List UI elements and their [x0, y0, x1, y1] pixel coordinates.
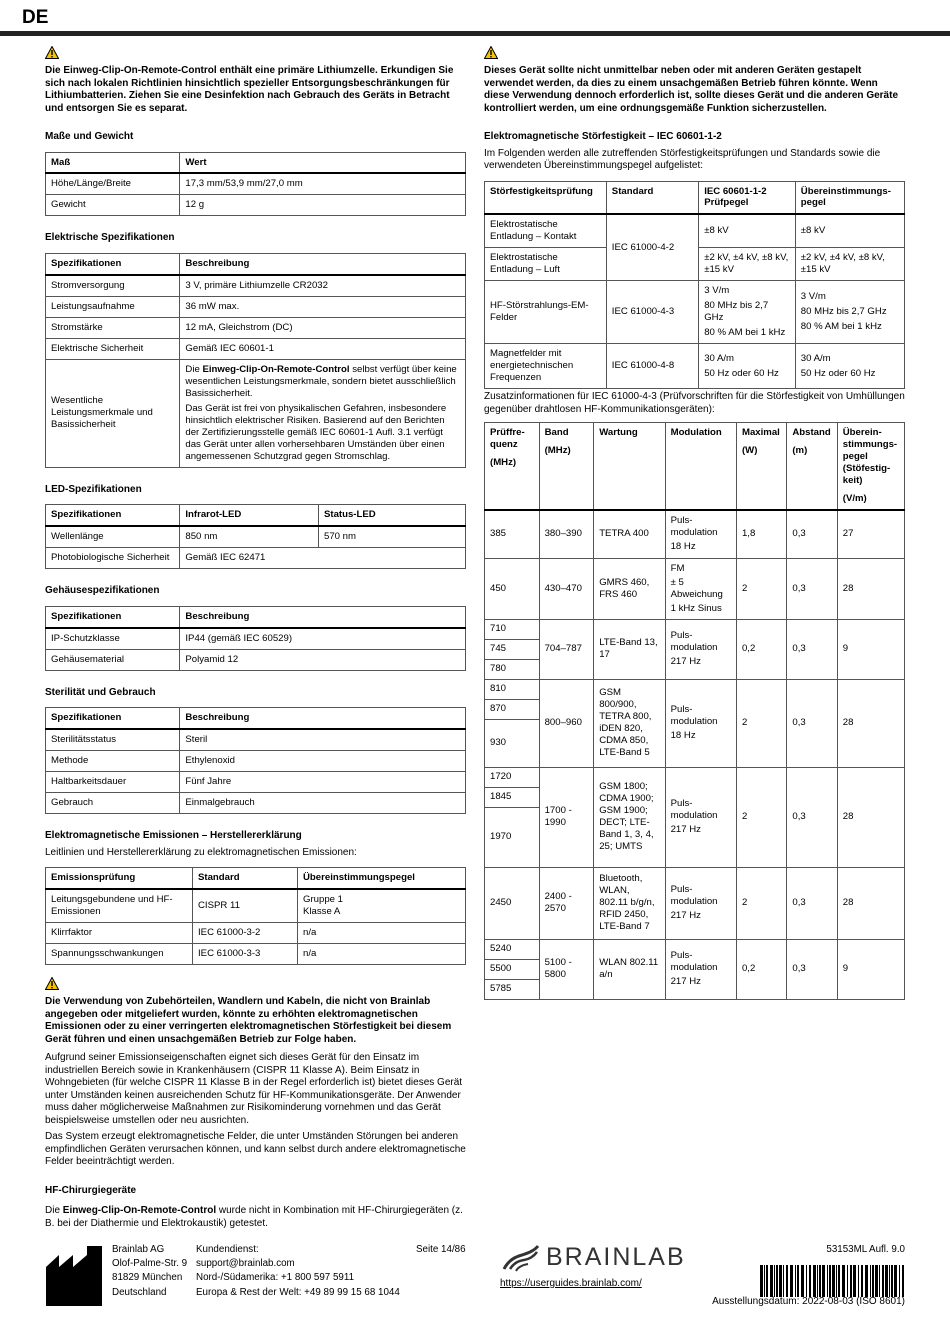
table-cell: Puls-modulation 217 Hz [665, 619, 736, 679]
table-cell: n/a [298, 923, 466, 944]
warning-icon [45, 46, 59, 59]
table-header: Beschreibung [180, 253, 466, 274]
table-cell: 0,2 [736, 939, 786, 999]
table-cell: Polyamid 12 [180, 649, 466, 670]
table-header: Spezifikationen [46, 606, 180, 627]
emissions-table [45, 867, 466, 965]
table-cell: 710 [485, 619, 540, 639]
table-cell: CISPR 11 [193, 889, 298, 922]
table-cell [180, 359, 466, 467]
paragraph: Die Einweg-Clip-On-Remote-Control wurde nicht in Kombination mit HF-Chirurgiegeräten (z. B. bei der Diathermie und Elektrokaustik) getestet. [45, 1205, 463, 1229]
paragraph: Aufgrund seiner Emissionseigenschaften eignet sich dieses Gerät für den Einsatz im industriellen Bereich sowie in Krankenhäusern (CISPR 11 Klasse A). Beim Einsatz in Wohngebieten (für welche CISPR 11 Klasse B in der Regel erforderlich ist) bietet dieses Gerät unter Umständen keinen ausreichenden Schutz für HF-Kommunikationsgeräte. Der Anwender muss daher möglicherweise Maßnahmen zur Risikominderung vornehmen und das Gerät beispielsweise umstellen oder neu ausrichten. [45, 1052, 463, 1126]
table-cell: ±8 kV [795, 214, 904, 247]
table-cell: Methode [46, 751, 180, 772]
table-header: Wert [180, 152, 466, 173]
table-header: Beschreibung [180, 708, 466, 729]
table-cell: 2 [736, 767, 786, 867]
table-header: Maximal (W) [736, 423, 786, 510]
header-rule [0, 31, 950, 36]
table-cell: LTE-Band 13, 17 [594, 619, 665, 679]
table-cell: IEC 61000-4-3 [606, 281, 698, 344]
table-row [485, 679, 905, 699]
table-cell: 870 [485, 699, 540, 719]
table-cell: 2450 [485, 867, 540, 939]
table-cell: TETRA 400 [594, 510, 665, 558]
table-header: Überein-stimmungs-pegel (Stöfestig-keit) (V/m) [837, 423, 904, 510]
table-row [46, 548, 466, 569]
table-cell: 0,3 [787, 679, 837, 767]
table-cell: Stromstärke [46, 317, 180, 338]
table-cell: GSM 1800; CDMA 1900; GSM 1900; DECT; LTE-Band 1, 3, 4, 25; UMTS [594, 767, 665, 867]
table-header: Infrarot-LED [180, 505, 319, 526]
table-cell: Höhe/Länge/Breite [46, 173, 180, 194]
table-row [46, 889, 466, 922]
table-cell: 0,3 [787, 619, 837, 679]
table-cell: Puls-modulation 217 Hz [665, 939, 736, 999]
table-row [46, 923, 466, 944]
table-cell: 1700 - 1990 [539, 767, 594, 867]
table-cell: ±2 kV, ±4 kV, ±8 kV, ±15 kV [699, 248, 796, 281]
table-cell: 850 nm [180, 526, 319, 547]
table-cell: 704–787 [539, 619, 594, 679]
warning-text: Die Verwendung von Zubehörteilen, Wandlern und Kabeln, die nicht von Brainlab angegeben oder mitgeliefert wurden, könnte zu erhöhten elektromagnetischen Emissionen oder zu einer verringerten elektromagnetischen Störfestigkeit bei diesem Gerät führen und einen unsachgemäßen Betrieb zur Folge haben. [45, 996, 452, 1045]
table-cell: 9 [837, 939, 904, 999]
issue-date: Ausstellungsdatum: 2022-08-03 (ISO 8601) [712, 1296, 905, 1307]
table-cell: 5240 [485, 939, 540, 959]
table-cell: FM ± 5 Abweichung 1 kHz Sinus [665, 558, 736, 619]
table-cell: 800–960 [539, 679, 594, 767]
table-header: Standard [606, 181, 698, 214]
table-cell: Fünf Jahre [180, 772, 466, 793]
led-table [45, 504, 466, 569]
table-cell: 28 [837, 867, 904, 939]
table-cell: 2 [736, 558, 786, 619]
table-cell: 1720 [485, 767, 540, 787]
table-header: Status-LED [318, 505, 465, 526]
table-cell: Leistungsaufnahme [46, 296, 180, 317]
barcode-icon [760, 1265, 905, 1297]
essential-text: Die Einweg-Clip-On-Remote-Control selbst verfügt über keine wesentlichen Leistungsmerkmale, sondern bietet ausschließlich Basissicherheit. [185, 363, 457, 399]
userguides-link[interactable]: https://userguides.brainlab.com/ [500, 1278, 642, 1289]
table-cell: IP44 (gemäß IEC 60529) [180, 628, 466, 649]
table-header: Emissionsprüfung [46, 868, 193, 889]
table-cell: 5500 [485, 959, 540, 979]
electrical-table [45, 253, 466, 468]
table-cell: Puls-modulation 18 Hz [665, 510, 736, 558]
table-row [485, 619, 905, 639]
table-cell: 28 [837, 679, 904, 767]
table-cell: Klirrfaktor [46, 923, 193, 944]
table-cell: 0,2 [736, 619, 786, 679]
brainlab-logo-icon [500, 1243, 540, 1273]
table-cell: 9 [837, 619, 904, 679]
table-cell: 1970 [485, 807, 540, 867]
table-cell: 450 [485, 558, 540, 619]
table-cell: 28 [837, 558, 904, 619]
customer-service: Kundendienst: support@brainlab.com Nord-/Südamerika: +1 800 597 5911 Europa & Rest der Welt: +49 89 99 15 68 1044 [196, 1244, 400, 1298]
table-cell: 30 A/m 50 Hz oder 60 Hz [795, 344, 904, 389]
table-cell: 3 V, primäre Lithiumzelle CR2032 [180, 275, 466, 296]
section-title: Sterilität und Gebrauch [45, 686, 156, 698]
table-row [46, 526, 466, 547]
table-cell: IEC 61000-3-2 [193, 923, 298, 944]
table-header: Übereinstimmungspegel [795, 181, 904, 214]
table-header: Spezifikationen [46, 253, 180, 274]
table-cell: Photobiologische Sicherheit [46, 548, 180, 569]
table-header: Störfestigkeitsprüfung [485, 181, 607, 214]
table-row [46, 729, 466, 750]
dimensions-table [45, 152, 466, 217]
table-cell: 0,3 [787, 939, 837, 999]
table-header: Prüffre-quenz (MHz) [485, 423, 540, 510]
table-cell: 2 [736, 867, 786, 939]
paragraph: Das System erzeugt elektromagnetische Felder, die unter Umständen Störungen bei anderen empfindlichen Geräten verursachen können, und kann selbst durch andere elektromagnetische Felder beeinträchtigt werden. [45, 1131, 466, 1167]
table-cell: Stromversorgung [46, 275, 180, 296]
table-cell: 3 V/m 80 MHz bis 2,7 GHz 80 % AM bei 1 kHz [795, 281, 904, 344]
table-row [46, 772, 466, 793]
hf-test-table [484, 422, 905, 999]
table-row [46, 628, 466, 649]
section-intro: Zusatzinformationen für IEC 61000-4-3 (Prüfvorschriften für die Störfestigkeit von Umhüllungen gegenüber drahtlosen HF-Kommunikationsgeräten): [484, 391, 905, 415]
section-title: HF-Chirurgiegeräte [45, 1184, 137, 1196]
table-cell: HF-Störstrahlungs-EM-Felder [485, 281, 607, 344]
table-cell: Gehäusematerial [46, 649, 180, 670]
table-row [46, 173, 466, 194]
table-header: Wartung [594, 423, 665, 510]
table-header: Abstand (m) [787, 423, 837, 510]
table-cell: IEC 61000-4-2 [606, 214, 698, 280]
table-header: Beschreibung [180, 606, 466, 627]
table-cell: 745 [485, 639, 540, 659]
table-header: Spezifikationen [46, 505, 180, 526]
section-intro: Im Folgenden werden alle zutreffenden Störfestigkeitsprüfungen und Standards sowie die verwendeten Übereinstimmungspegel aufgelistet: [484, 147, 881, 171]
table-cell: 1845 [485, 787, 540, 807]
table-row [485, 281, 905, 344]
table-cell: 28 [837, 767, 904, 867]
table-cell: Leitungsgebundene und HF-Emissionen [46, 889, 193, 922]
table-cell: Spannungsschwankungen [46, 944, 193, 965]
table-cell: Ethylenoxid [180, 751, 466, 772]
table-row [485, 344, 905, 389]
table-cell: Gemäß IEC 62471 [180, 548, 466, 569]
section-intro: Leitlinien und Herstellererklärung zu elektromagnetischen Emissionen: [45, 846, 357, 858]
table-cell: Elektrische Sicherheit [46, 338, 180, 359]
table-row [485, 867, 905, 939]
table-cell: Puls-modulation 217 Hz [665, 867, 736, 939]
table-row [485, 767, 905, 787]
page-number: Seite 14/86 [416, 1244, 466, 1255]
table-cell: Einmalgebrauch [180, 793, 466, 814]
table-row [46, 793, 466, 814]
brand-logo [500, 1242, 686, 1273]
table-cell: n/a [298, 944, 466, 965]
immunity-table [484, 181, 905, 390]
table-cell: 570 nm [318, 526, 465, 547]
table-cell: Puls-modulation 217 Hz [665, 767, 736, 867]
table-row [485, 939, 905, 959]
table-cell: 27 [837, 510, 904, 558]
table-row [46, 275, 466, 296]
section-title: Elektromagnetische Emissionen – Herstellererklärung [45, 830, 302, 842]
table-cell: ±2 kV, ±4 kV, ±8 kV, ±15 kV [795, 248, 904, 281]
table-cell: IP-Schutzklasse [46, 628, 180, 649]
housing-table [45, 606, 466, 671]
table-cell: 36 mW max. [180, 296, 466, 317]
table-cell: 1,8 [736, 510, 786, 558]
table-cell: Puls-modulation 18 Hz [665, 679, 736, 767]
table-cell: Sterilitätsstatus [46, 729, 180, 750]
essential-text-2: Das Gerät ist frei von physikalischen Gefahren, insbesondere hinsichtlich elektrischer Risiken. Basierend auf den Berichten der Zertifizierungsstelle gemäß IEC 60601-1 Aufl. 3.1 verfügt das Gerät unter allen vorhersehbaren Umständen über einen angemessenen Schutzgrad gegen Stromschlag. [185, 402, 447, 462]
table-cell: Steril [180, 729, 466, 750]
table-cell: Gruppe 1 Klasse A [298, 889, 466, 922]
table-cell: Gebrauch [46, 793, 180, 814]
table-cell: Wellenlänge [46, 526, 180, 547]
brand-name: BRAINLAB [546, 1243, 686, 1271]
table-row [46, 359, 466, 467]
table-header: Spezifikationen [46, 708, 180, 729]
table-cell: 0,3 [787, 510, 837, 558]
document-id: 53153ML Aufl. 9.0 [826, 1244, 905, 1255]
table-header: Modulation [665, 423, 736, 510]
table-cell: Gewicht [46, 195, 180, 216]
table-header: Maß [46, 152, 180, 173]
table-cell: IEC 61000-4-8 [606, 344, 698, 389]
table-cell: Wesentliche Leistungsmerkmale und Basissicherheit [46, 359, 180, 467]
table-cell: Gemäß IEC 60601-1 [180, 338, 466, 359]
table-header: Band (MHz) [539, 423, 594, 510]
table-cell: 0,3 [787, 767, 837, 867]
language-code: DE [22, 7, 49, 28]
table-cell: 2 [736, 679, 786, 767]
table-cell: GMRS 460, FRS 460 [594, 558, 665, 619]
table-cell: 17,3 mm/53,9 mm/27,0 mm [180, 173, 466, 194]
table-row [46, 195, 466, 216]
table-cell: Magnetfelder mit energietechnischen Frequenzen [485, 344, 607, 389]
sterility-table [45, 707, 466, 814]
table-row [46, 296, 466, 317]
table-cell: 5100 - 5800 [539, 939, 594, 999]
table-row [46, 751, 466, 772]
section-title: Elektromagnetische Störfestigkeit – IEC 60601-1-2 [484, 131, 722, 142]
table-cell: 12 g [180, 195, 466, 216]
table-cell: 385 [485, 510, 540, 558]
manufacturer-address: Brainlab AG Olof-Palme-Str. 9 81829 München Deutschland [112, 1244, 188, 1298]
table-row [485, 510, 905, 558]
table-header: Übereinstimmungspegel [298, 868, 466, 889]
table-cell: WLAN 802.11 a/n [594, 939, 665, 999]
table-row [485, 558, 905, 619]
manufacturer-icon [45, 1245, 103, 1307]
section-title: Maße und Gewicht [45, 131, 134, 142]
warning-icon [484, 46, 498, 59]
table-cell: Haltbarkeitsdauer [46, 772, 180, 793]
table-cell: 3 V/m 80 MHz bis 2,7 GHz 80 % AM bei 1 kHz [699, 281, 796, 344]
section-title: LED-Spezifikationen [45, 483, 142, 495]
table-cell: 30 A/m 50 Hz oder 60 Hz [699, 344, 796, 389]
table-row [46, 338, 466, 359]
table-cell: GSM 800/900, TETRA 800, iDEN 820, CDMA 850, LTE-Band 5 [594, 679, 665, 767]
section-title: Elektrische Spezifikationen [45, 232, 175, 244]
table-cell: 810 [485, 679, 540, 699]
table-cell: Elektrostatische Entladung – Luft [485, 248, 607, 281]
table-cell: 0,3 [787, 867, 837, 939]
table-cell: 0,3 [787, 558, 837, 619]
table-row [46, 317, 466, 338]
table-cell: 2400 - 2570 [539, 867, 594, 939]
table-cell: 930 [485, 719, 540, 767]
section-title: Gehäusespezifikationen [45, 585, 160, 597]
table-header: IEC 60601-1-2 Prüfpegel [699, 181, 796, 214]
table-header: Standard [193, 868, 298, 889]
table-cell: 430–470 [539, 558, 594, 619]
table-cell: ±8 kV [699, 214, 796, 247]
table-row [46, 944, 466, 965]
warning-icon [45, 977, 59, 990]
table-cell: IEC 61000-3-3 [193, 944, 298, 965]
table-cell: 12 mA, Gleichstrom (DC) [180, 317, 466, 338]
table-cell: Bluetooth, WLAN, 802.11 b/g/n, RFID 2450, LTE-Band 7 [594, 867, 665, 939]
table-cell: 5785 [485, 979, 540, 999]
table-row [485, 214, 905, 247]
warning-text: Die Einweg-Clip-On-Remote-Control enthält eine primäre Lithiumzelle. Erkundigen Sie sich nach lokalen Richtlinien hinsichtlich spezieller Entsorgungsbeschränkungen für Lithiumbatterien. Ziehen Sie eine Desinfektion nach Gebrauch des Geräts in Betracht und entsorgen Sie es separat. [45, 65, 454, 114]
table-cell: Elektrostatische Entladung – Kontakt [485, 214, 607, 247]
warning-text: Dieses Gerät sollte nicht unmittelbar neben oder mit anderen Geräten gestapelt verwendet werden, da dies zu einem unsachgemäßen Betrieb führen könnte. Wenn diese Verwendung dennoch erforderlich ist, sollte dieses Gerät und die anderen Geräte kontrolliert werden, um eine ordnungsgemäße Funktion sicherzustellen. [484, 65, 899, 114]
table-cell: 380–390 [539, 510, 594, 558]
table-row [46, 649, 466, 670]
left-column [45, 46, 466, 1234]
table-cell: 780 [485, 659, 540, 679]
right-column [484, 46, 905, 1000]
